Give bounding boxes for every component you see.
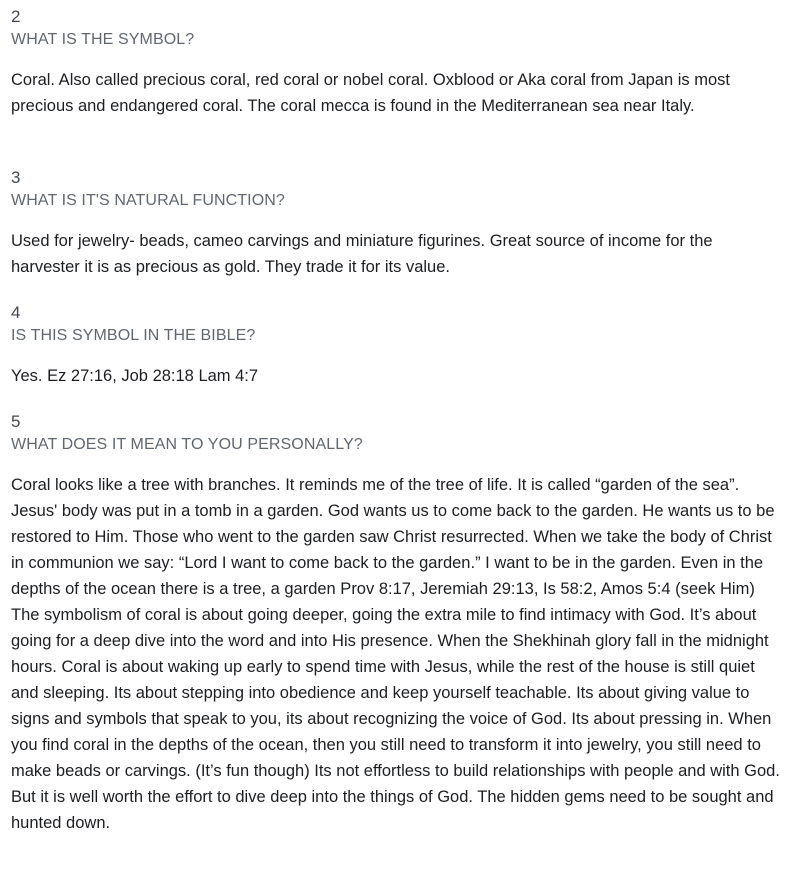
section-2 [11, 5, 781, 119]
section-answer: Coral looks like a tree with branches. It reminds me of the tree of life. It is called “garden of the sea”. Jesus' body was put in a tomb in a garden. God wants us to come back to the garden. He wants us to be restored to Him. Those who went to the garden saw Christ resurrected. When we take the body of Christ in communion we say: “Lord I want to come back to the garden.” I want to be in the garden. Even in the depths of the ocean there is a tree, a garden Prov 8:17, Jeremiah 29:13, Is 58:2, Amos 5:4 (seek Him) The symbolism of coral is about going deeper, going the extra mile to find intimacy with God. It’s about going for a deep dive into the word and into His presence. When the Shekhinah glory fall in the midnight hours. Coral is about waking up early to spend time with Jesus, while the rest of the house is still quiet and sleeping. Its about stepping into obedience and keep yourself teachable. Its about giving value to signs and symbols that speak to you, its about recognizing the voice of God. Its about pressing in. When you find coral in the depths of the ocean, then you still need to transform it into jewelry, you still need to make beads or carvings. (It’s fun though) Its not effortless to build relationships with people and with God. But it is well worth the effort to dive deep into the things of God. The hidden gems need to be sought and hunted down. [11, 476, 780, 832]
section-number: 3 [11, 168, 21, 187]
section-question: WHAT IS THE SYMBOL? [11, 31, 195, 48]
section-number: 5 [11, 412, 21, 431]
section-number: 2 [11, 7, 21, 26]
section-number: 4 [11, 303, 21, 322]
section-answer: Used for jewelry- beads, cameo carvings and miniature figurines. Great source of income for the harvester it is as precious as gold. They trade it for its value. [11, 232, 713, 276]
section-question: WHAT DOES IT MEAN TO YOU PERSONALLY? [11, 436, 363, 453]
section-answer: Yes. Ez 27:16, Job 28:18 Lam 4:7 [11, 367, 259, 385]
section-3 [11, 166, 781, 280]
section-5 [11, 410, 781, 836]
section-answer: Coral. Also called precious coral, red coral or nobel coral. Oxblood or Aka coral from Japan is most precious and endangered coral. The coral mecca is found in the Mediterranean sea near Italy. [11, 71, 730, 115]
section-question: WHAT IS IT'S NATURAL FUNCTION? [11, 192, 285, 209]
section-4 [11, 301, 781, 389]
section-question: IS THIS SYMBOL IN THE BIBLE? [11, 327, 256, 344]
